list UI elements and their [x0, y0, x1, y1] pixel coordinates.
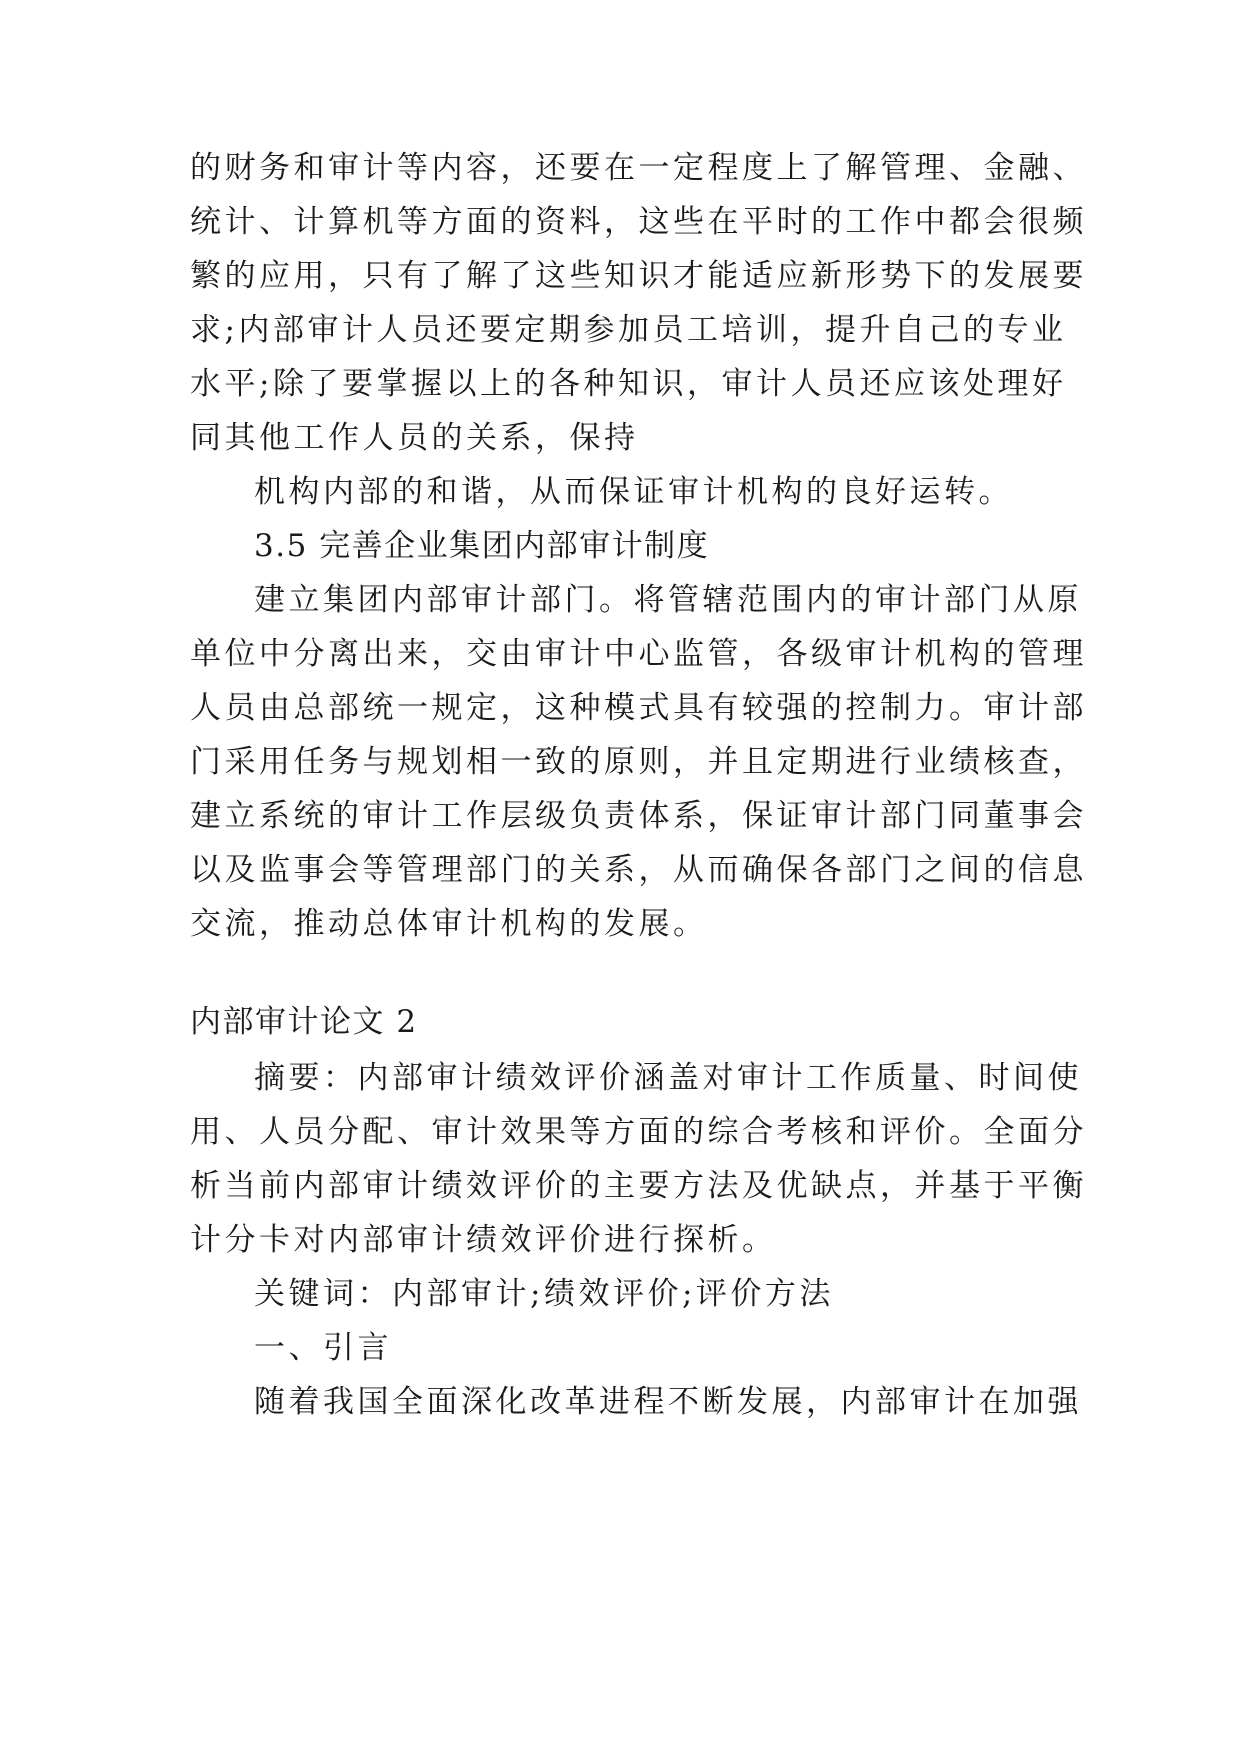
paragraph-line: 建立集团内部审计部门。将管辖范围内的审计部门从原 [254, 582, 1082, 618]
paragraph-line: 同其他工作人员的关系，保持 [190, 420, 639, 456]
paragraph-line: 繁的应用，只有了解了这些知识才能适应新形势下的发展要 [190, 258, 1087, 294]
paragraph-line: 人员由总部统一规定，这种模式具有较强的控制力。审计部 [190, 690, 1087, 726]
paragraph-line: 建立系统的审计工作层级负责体系，保证审计部门同董事会 [190, 798, 1087, 834]
paragraph-line: 门采用任务与规划相一致的原则，并且定期进行业绩核查， [190, 744, 1087, 780]
abstract-line: 析当前内部审计绩效评价的主要方法及优缺点，并基于平衡 [190, 1168, 1087, 1204]
paragraph-line: 交流，推动总体审计机构的发展。 [190, 906, 708, 942]
paragraph-line: 机构内部的和谐，从而保证审计机构的良好运转。 [254, 474, 1013, 510]
paragraph-line: 求;内部审计人员还要定期参加员工培训，提升自己的专业 [190, 312, 1067, 348]
paragraph-line: 统计、计算机等方面的资料，这些在平时的工作中都会很频 [190, 204, 1087, 240]
abstract-line: 计分卡对内部审计绩效评价进行探析。 [190, 1222, 777, 1258]
intro-heading: 一、引言 [254, 1330, 392, 1366]
abstract-line: 摘要：内部审计绩效评价涵盖对审计工作质量、时间使 [254, 1060, 1082, 1096]
keywords-line: 关键词：内部审计;绩效评价;评价方法 [254, 1276, 834, 1312]
paragraph-line: 的财务和审计等内容，还要在一定程度上了解管理、金融、 [190, 150, 1087, 186]
paragraph-line: 以及监事会等管理部门的关系，从而确保各部门之间的信息 [190, 852, 1087, 888]
paragraph-line: 随着我国全面深化改革进程不断发展，内部审计在加强 [254, 1384, 1082, 1420]
paragraph-line: 单位中分离出来，交由审计中心监管，各级审计机构的管理 [190, 636, 1087, 672]
paragraph-line: 水平;除了要掌握以上的各种知识，审计人员还应该处理好 [190, 366, 1067, 402]
article-title: 内部审计论文 2 [190, 1004, 418, 1040]
section-heading: 3.5 完善企业集团内部审计制度 [254, 528, 710, 564]
abstract-line: 用、人员分配、审计效果等方面的综合考核和评价。全面分 [190, 1114, 1087, 1150]
